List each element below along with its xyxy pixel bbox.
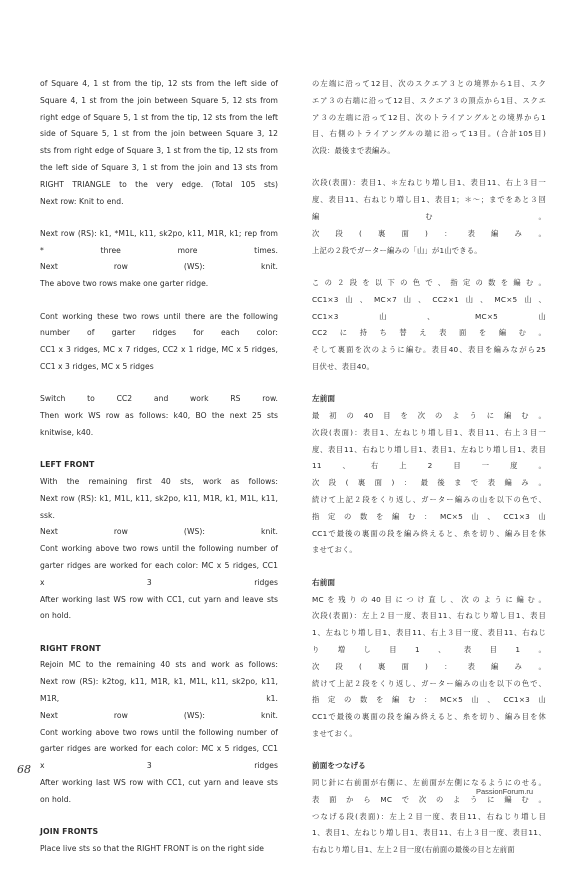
text-line: MCを残りの40目につけ直し、次のように編む。 [312, 594, 546, 604]
text-line: 編む。 [312, 212, 546, 222]
text-line: 続けて上記２段をくり返し、ガーター編みの山を以下の色で、 [312, 495, 546, 505]
text-line: 1、表目1、左ねじり増し目1、表目11、右上３目一度、表目11、 [312, 828, 546, 838]
text-line: Next row (WS): knit. [40, 262, 278, 272]
paragraph-block [40, 309, 278, 376]
text-line: 度、表目11、右ねじり増し目1、表目1、左ねじり増し目1、表目 [312, 444, 546, 454]
text-line: 次段(裏面)：表編み。 [312, 661, 546, 671]
section-heading: 前面をつなげる [312, 761, 366, 771]
section-heading: 右前面 [312, 577, 336, 587]
text-line: Cont working above two rows until the following number of [40, 544, 278, 554]
text-line: 最初の40目を次のように編む。 [312, 411, 546, 421]
text-line: Next row: Knit to end. [40, 196, 124, 206]
paragraph-block [312, 575, 546, 743]
paragraph-block [312, 391, 546, 559]
paragraph-block [312, 275, 546, 376]
text-line: CC1 x 3 ridges, MC x 7 ridges, CC2 x 1 ridge, MC x 5 ridges, [40, 345, 278, 355]
text-line: 次段(表面)：表目1、＊左ねじり増し目1、表目11、右上３目一 [312, 178, 546, 188]
text-line: 目、右側のトライアングルの端に沿って13目。(合計105目) [312, 129, 546, 139]
text-line: り増し目1、表目1。 [312, 644, 546, 654]
text-line: on hold. [40, 611, 72, 621]
text-line: Next row (RS): k1, *M1L, k11, sk2po, k11, M1R, k1; rep from [40, 228, 278, 238]
text-line: knitwise, k40. [40, 427, 94, 437]
text-line: garter ridges are worked for each color: MC x 5 ridges, CC1 [40, 744, 278, 754]
text-line: right edge of Square 5, 1 st from the tip, 12 sts from the left [40, 112, 278, 122]
text-line: Then work WS row as follows: k40, BO the next 25 sts [40, 411, 278, 421]
text-line: x 3 ridges [40, 761, 278, 771]
text-line: CC1 x 3 ridges, MC x 5 ridges [40, 361, 154, 371]
text-line: Next row (WS): knit. [40, 527, 278, 537]
text-line: この２段を以下の色で、指定の数を編む。 [312, 277, 546, 287]
paragraph-block [40, 391, 278, 441]
paragraph-block [312, 76, 546, 160]
paragraph-block [312, 758, 546, 859]
text-line: Rejoin MC to the remaining 40 sts and work as follows: [40, 660, 278, 670]
text-line: 指定の数を編む：MC×5山、CC1×3山 [312, 511, 546, 521]
text-line: After working last WS row with CC1, cut yarn and leave sts [40, 777, 278, 787]
text-line: CC1×3山、MC×5山 [312, 311, 546, 321]
text-line: garter ridges are worked for each color: MC x 5 ridges, CC1 [40, 560, 278, 570]
paragraph-block [40, 76, 278, 210]
text-line: 次段(裏面)：最後まで表編み。 [312, 478, 546, 488]
section-heading: 左前面 [312, 394, 336, 404]
text-line: エア３の右端に沿って12目、スクエア３の頂点から1目、スクエ [312, 95, 546, 105]
text-line: Place live sts so that the RIGHT FRONT is on the right side [40, 843, 264, 853]
text-line: ア３の左端に沿って12目、次のトライアングルとの境界から1 [312, 112, 546, 122]
text-line: ssk. [40, 510, 55, 520]
text-line: 11、右上2目一度。 [312, 461, 546, 471]
text-line: With the remaining first 40 sts, work as follows: [40, 476, 278, 486]
text-line: M1R, k1. [40, 694, 278, 703]
text-line: 次段(表面)：表目1、左ねじり増し目1、表目11、右上３目一 [312, 427, 546, 437]
text-line: Next row (RS): k2tog, k11, M1R, k1, M1L, k11, sk2po, k11, [40, 677, 278, 687]
text-line: 表面からMCで次のように編む。 [312, 794, 546, 804]
text-line: of Square 4, 1 st from the tip, 12 sts from the left side of [40, 79, 278, 88]
text-line: Switch to CC2 and work RS row. [40, 394, 278, 404]
text-line: CC1で最後の裏面の段を編み終えると、糸を切り、編み目を休 [312, 528, 546, 538]
text-line: 続けて上記２段をくり返し、ガーター編みの山を以下の色で、 [312, 678, 546, 688]
paragraph-block [40, 457, 278, 625]
text-line: CC2に持ち替え表面を編む。 [312, 328, 546, 338]
text-line: sts from right edge of Square 3, 1 st from the tip, 12 sts from [40, 146, 278, 156]
text-line: 度、表目11、右ねじり増し目1、表目1；＊～；までをあと３回 [312, 195, 546, 205]
text-line: Cont working these two rows until there are the following [40, 311, 278, 321]
text-line: の左端に沿って12目、次のスクエア３との境界から1目、スク [312, 79, 546, 88]
text-line: ませておく。 [312, 545, 357, 555]
paragraph-block [40, 226, 278, 293]
section-heading: JOIN FRONTS [40, 827, 99, 837]
text-line: 指定の数を編む：MC×5山、CC1×3山 [312, 695, 546, 705]
text-line: 目伏せ、表目40。 [312, 361, 374, 371]
text-line: そして裏面を次のように編む。表目40、表目を編みながら25 [312, 345, 546, 355]
page-number: 68 [17, 763, 31, 776]
watermark-text: PassionForum.ru [476, 787, 534, 796]
text-line: Cont working above two rows until the following number of [40, 727, 278, 737]
text-line: 同じ針に右前面が右側に、左前面が左側になるようにのせる。 [312, 777, 546, 787]
text-line: * three more times. [40, 245, 278, 255]
section-heading: RIGHT FRONT [40, 643, 101, 653]
text-line: ませておく。 [312, 728, 357, 738]
text-line: 次段(表面)：左上２目一度、表目11、右ねじり増し目1、表目 [312, 611, 546, 621]
text-line: 上記の２段でガーター編みの「山」が1山できる。 [312, 245, 482, 255]
text-line: CC1で最後の裏面の段を編み終えると、糸を切り、編み目を休 [312, 712, 546, 722]
paragraph-block [312, 175, 546, 259]
text-line: The above two rows make one garter ridge. [40, 279, 209, 289]
text-line: number of garter ridges for each color: [40, 328, 278, 338]
text-line: RIGHT TRIANGLE to the very edge. (Total 105 sts) [40, 179, 278, 189]
text-line: After working last WS row with CC1, cut yarn and leave sts [40, 594, 278, 604]
text-line: 次段(裏面)：表編み。 [312, 228, 546, 238]
paragraph-block [40, 824, 278, 858]
text-line: Square 4, 1 st from the join between Square 5, 12 sts from [40, 95, 278, 105]
text-line: 次段：最後まで表編み。 [312, 146, 395, 156]
section-heading: LEFT FRONT [40, 460, 95, 470]
text-line: the left side of Square 3, 1 st from the join and 13 sts from [40, 162, 278, 172]
text-line: Next row (RS): k1, M1L, k11, sk2po, k11, M1R, k1, M1L, k11, [40, 493, 278, 503]
text-line: CC1×3山、MC×7山、CC2×1山、MC×5山、 [312, 294, 546, 304]
text-line: つなげる段(表面)：左上２目一度、表目11、右ねじり増し目 [312, 811, 546, 821]
left-column-english [40, 76, 278, 873]
right-column-japanese [312, 76, 546, 874]
text-line: side of Square 5, 1 st from the join between Square 3, 12 [40, 129, 278, 139]
paragraph-block [40, 641, 278, 809]
text-line: on hold. [40, 794, 72, 804]
text-line: 1、左ねじり増し目1、表目11、右上３目一度、表目11、右ねじ [312, 628, 546, 638]
text-line: Next row (WS): knit. [40, 710, 278, 720]
text-line: 右ねじり増し目1、左上２目一度(右前面の最後の目と左前面 [312, 845, 515, 855]
text-line: x 3 ridges [40, 577, 278, 587]
